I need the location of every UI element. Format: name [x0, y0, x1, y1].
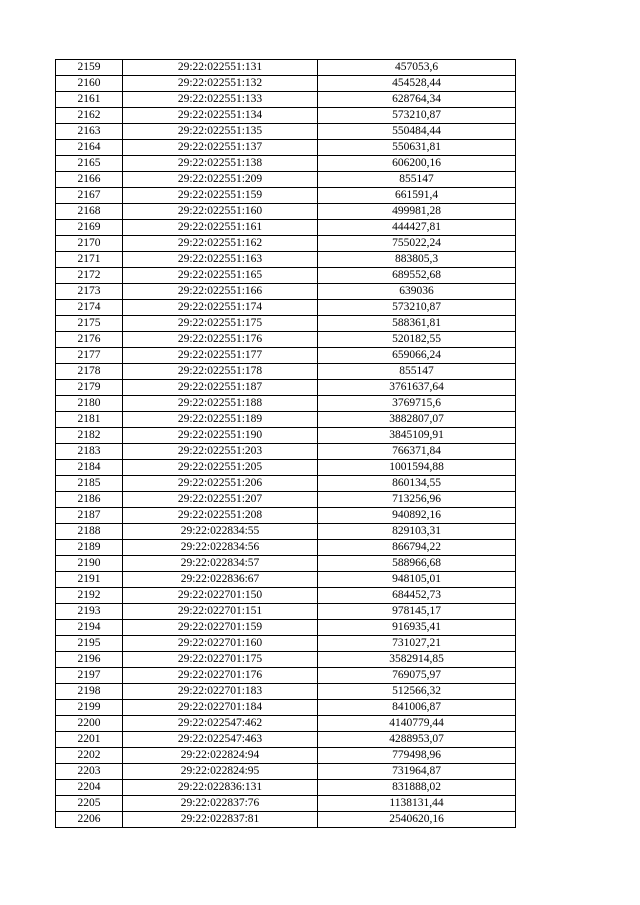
table-row [56, 812, 516, 828]
table-row [56, 252, 516, 268]
row-number-cell: 2180 [56, 396, 123, 412]
cadastral-number-cell: 29:22:022551:163 [123, 252, 318, 268]
row-number-cell: 2191 [56, 572, 123, 588]
value-cell: 520182,55 [318, 332, 516, 348]
value-cell: 457053,6 [318, 60, 516, 76]
cadastral-number-cell: 29:22:022701:175 [123, 652, 318, 668]
table-row [56, 364, 516, 380]
table-row [56, 348, 516, 364]
value-cell: 855147 [318, 364, 516, 380]
table-row [56, 700, 516, 716]
table-row [56, 540, 516, 556]
value-cell: 3769715,6 [318, 396, 516, 412]
cadastral-number-cell: 29:22:022701:151 [123, 604, 318, 620]
cadastral-number-cell: 29:22:022834:57 [123, 556, 318, 572]
value-cell: 779498,96 [318, 748, 516, 764]
cadastral-number-cell: 29:22:022551:187 [123, 380, 318, 396]
cadastral-number-cell: 29:22:022701:184 [123, 700, 318, 716]
table-row [56, 92, 516, 108]
cadastral-number-cell: 29:22:022551:209 [123, 172, 318, 188]
value-cell: 550484,44 [318, 124, 516, 140]
value-cell: 444427,81 [318, 220, 516, 236]
value-cell: 866794,22 [318, 540, 516, 556]
cadastral-number-cell: 29:22:022551:174 [123, 300, 318, 316]
table-row [56, 460, 516, 476]
cadastral-number-cell: 29:22:022551:134 [123, 108, 318, 124]
cadastral-number-cell: 29:22:022551:177 [123, 348, 318, 364]
table-row [56, 284, 516, 300]
table-row [56, 764, 516, 780]
table-row [56, 668, 516, 684]
value-cell: 3845109,91 [318, 428, 516, 444]
table-row [56, 220, 516, 236]
cadastral-number-cell: 29:22:022551:205 [123, 460, 318, 476]
value-cell: 639036 [318, 284, 516, 300]
value-cell: 2540620,16 [318, 812, 516, 828]
cadastral-number-cell: 29:22:022551:135 [123, 124, 318, 140]
row-number-cell: 2203 [56, 764, 123, 780]
row-number-cell: 2167 [56, 188, 123, 204]
table-row [56, 636, 516, 652]
cadastral-number-cell: 29:22:022701:183 [123, 684, 318, 700]
row-number-cell: 2178 [56, 364, 123, 380]
value-cell: 454528,44 [318, 76, 516, 92]
table-body [56, 60, 516, 828]
cadastral-number-cell: 29:22:022824:95 [123, 764, 318, 780]
row-number-cell: 2185 [56, 476, 123, 492]
value-cell: 3882807,07 [318, 412, 516, 428]
value-cell: 4288953,07 [318, 732, 516, 748]
value-cell: 766371,84 [318, 444, 516, 460]
table-row [56, 428, 516, 444]
value-cell: 573210,87 [318, 300, 516, 316]
value-cell: 1001594,88 [318, 460, 516, 476]
table-row [56, 620, 516, 636]
value-cell: 588361,81 [318, 316, 516, 332]
table-row [56, 604, 516, 620]
cadastral-number-cell: 29:22:022701:160 [123, 636, 318, 652]
cadastral-number-cell: 29:22:022551:161 [123, 220, 318, 236]
row-number-cell: 2177 [56, 348, 123, 364]
cadastral-number-cell: 29:22:022551:160 [123, 204, 318, 220]
cadastral-number-cell: 29:22:022551:159 [123, 188, 318, 204]
cadastral-number-cell: 29:22:022834:55 [123, 524, 318, 540]
value-cell: 841006,87 [318, 700, 516, 716]
cadastral-number-cell: 29:22:022551:203 [123, 444, 318, 460]
table-row [56, 780, 516, 796]
cadastral-value-table [55, 59, 516, 828]
table-row [56, 188, 516, 204]
row-number-cell: 2189 [56, 540, 123, 556]
row-number-cell: 2192 [56, 588, 123, 604]
row-number-cell: 2164 [56, 140, 123, 156]
row-number-cell: 2161 [56, 92, 123, 108]
row-number-cell: 2183 [56, 444, 123, 460]
row-number-cell: 2181 [56, 412, 123, 428]
cadastral-number-cell: 29:22:022701:159 [123, 620, 318, 636]
cadastral-number-cell: 29:22:022551:176 [123, 332, 318, 348]
cadastral-number-cell: 29:22:022701:176 [123, 668, 318, 684]
table-row [56, 508, 516, 524]
row-number-cell: 2193 [56, 604, 123, 620]
table-row [56, 172, 516, 188]
value-cell: 3582914,85 [318, 652, 516, 668]
table-row [56, 748, 516, 764]
cadastral-number-cell: 29:22:022701:150 [123, 588, 318, 604]
value-cell: 661591,4 [318, 188, 516, 204]
cadastral-number-cell: 29:22:022551:131 [123, 60, 318, 76]
table-row [56, 60, 516, 76]
row-number-cell: 2194 [56, 620, 123, 636]
cadastral-number-cell: 29:22:022551:166 [123, 284, 318, 300]
row-number-cell: 2200 [56, 716, 123, 732]
table-row [56, 444, 516, 460]
table-row [56, 396, 516, 412]
cadastral-number-cell: 29:22:022834:56 [123, 540, 318, 556]
table-row [56, 268, 516, 284]
row-number-cell: 2162 [56, 108, 123, 124]
table-row [56, 556, 516, 572]
table-row [56, 124, 516, 140]
cadastral-number-cell: 29:22:022837:81 [123, 812, 318, 828]
row-number-cell: 2205 [56, 796, 123, 812]
value-cell: 978145,17 [318, 604, 516, 620]
value-cell: 499981,28 [318, 204, 516, 220]
table-row [56, 140, 516, 156]
row-number-cell: 2198 [56, 684, 123, 700]
row-number-cell: 2197 [56, 668, 123, 684]
value-cell: 512566,32 [318, 684, 516, 700]
value-cell: 684452,73 [318, 588, 516, 604]
table-row [56, 332, 516, 348]
value-cell: 588966,68 [318, 556, 516, 572]
cadastral-number-cell: 29:22:022836:131 [123, 780, 318, 796]
row-number-cell: 2171 [56, 252, 123, 268]
row-number-cell: 2187 [56, 508, 123, 524]
table-row [56, 524, 516, 540]
cadastral-number-cell: 29:22:022551:178 [123, 364, 318, 380]
value-cell: 948105,01 [318, 572, 516, 588]
row-number-cell: 2160 [56, 76, 123, 92]
table-row [56, 684, 516, 700]
row-number-cell: 2206 [56, 812, 123, 828]
table-row [56, 380, 516, 396]
value-cell: 916935,41 [318, 620, 516, 636]
row-number-cell: 2184 [56, 460, 123, 476]
cadastral-number-cell: 29:22:022551:188 [123, 396, 318, 412]
value-cell: 731027,21 [318, 636, 516, 652]
cadastral-number-cell: 29:22:022824:94 [123, 748, 318, 764]
row-number-cell: 2195 [56, 636, 123, 652]
row-number-cell: 2204 [56, 780, 123, 796]
cadastral-number-cell: 29:22:022551:165 [123, 268, 318, 284]
row-number-cell: 2174 [56, 300, 123, 316]
table-row [56, 316, 516, 332]
value-cell: 573210,87 [318, 108, 516, 124]
cadastral-number-cell: 29:22:022551:206 [123, 476, 318, 492]
table-row [56, 300, 516, 316]
value-cell: 769075,97 [318, 668, 516, 684]
value-cell: 883805,3 [318, 252, 516, 268]
row-number-cell: 2159 [56, 60, 123, 76]
value-cell: 606200,16 [318, 156, 516, 172]
table-row [56, 476, 516, 492]
table-row [56, 652, 516, 668]
row-number-cell: 2188 [56, 524, 123, 540]
row-number-cell: 2186 [56, 492, 123, 508]
cadastral-number-cell: 29:22:022551:189 [123, 412, 318, 428]
table-row [56, 204, 516, 220]
row-number-cell: 2196 [56, 652, 123, 668]
row-number-cell: 2168 [56, 204, 123, 220]
table-row [56, 156, 516, 172]
row-number-cell: 2170 [56, 236, 123, 252]
value-cell: 731964,87 [318, 764, 516, 780]
value-cell: 628764,34 [318, 92, 516, 108]
value-cell: 755022,24 [318, 236, 516, 252]
cadastral-number-cell: 29:22:022547:463 [123, 732, 318, 748]
value-cell: 550631,81 [318, 140, 516, 156]
value-cell: 689552,68 [318, 268, 516, 284]
table-row [56, 108, 516, 124]
value-cell: 4140779,44 [318, 716, 516, 732]
row-number-cell: 2201 [56, 732, 123, 748]
row-number-cell: 2199 [56, 700, 123, 716]
row-number-cell: 2176 [56, 332, 123, 348]
cadastral-number-cell: 29:22:022551:175 [123, 316, 318, 332]
row-number-cell: 2175 [56, 316, 123, 332]
cadastral-number-cell: 29:22:022551:138 [123, 156, 318, 172]
table-row [56, 412, 516, 428]
table-row [56, 716, 516, 732]
row-number-cell: 2182 [56, 428, 123, 444]
cadastral-number-cell: 29:22:022551:133 [123, 92, 318, 108]
cadastral-number-cell: 29:22:022836:67 [123, 572, 318, 588]
row-number-cell: 2173 [56, 284, 123, 300]
cadastral-number-cell: 29:22:022837:76 [123, 796, 318, 812]
cadastral-number-cell: 29:22:022551:132 [123, 76, 318, 92]
table-row [56, 572, 516, 588]
row-number-cell: 2202 [56, 748, 123, 764]
value-cell: 659066,24 [318, 348, 516, 364]
value-cell: 831888,02 [318, 780, 516, 796]
value-cell: 940892,16 [318, 508, 516, 524]
value-cell: 713256,96 [318, 492, 516, 508]
value-cell: 829103,31 [318, 524, 516, 540]
cadastral-number-cell: 29:22:022551:208 [123, 508, 318, 524]
table-row [56, 236, 516, 252]
row-number-cell: 2190 [56, 556, 123, 572]
cadastral-number-cell: 29:22:022551:137 [123, 140, 318, 156]
table-row [56, 796, 516, 812]
cadastral-number-cell: 29:22:022547:462 [123, 716, 318, 732]
table-row [56, 588, 516, 604]
row-number-cell: 2179 [56, 380, 123, 396]
value-cell: 1138131,44 [318, 796, 516, 812]
value-cell: 855147 [318, 172, 516, 188]
value-cell: 3761637,64 [318, 380, 516, 396]
row-number-cell: 2166 [56, 172, 123, 188]
row-number-cell: 2165 [56, 156, 123, 172]
row-number-cell: 2169 [56, 220, 123, 236]
row-number-cell: 2172 [56, 268, 123, 284]
cadastral-number-cell: 29:22:022551:162 [123, 236, 318, 252]
row-number-cell: 2163 [56, 124, 123, 140]
cadastral-number-cell: 29:22:022551:207 [123, 492, 318, 508]
table-row [56, 492, 516, 508]
cadastral-number-cell: 29:22:022551:190 [123, 428, 318, 444]
table-row [56, 732, 516, 748]
table-row [56, 76, 516, 92]
value-cell: 860134,55 [318, 476, 516, 492]
